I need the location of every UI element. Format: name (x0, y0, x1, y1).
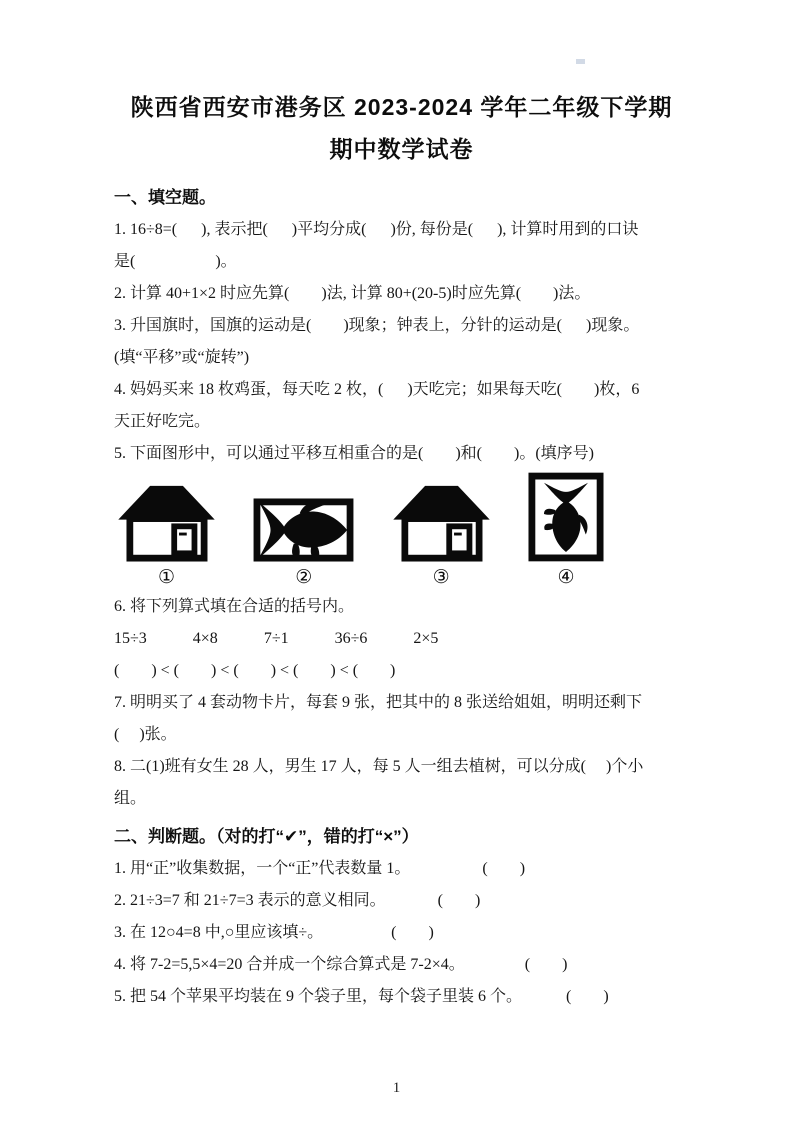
judge-q5: 5. 把 54 个苹果平均装在 9 个袋子里，每个袋子里装 6 个。 ( ) (114, 988, 609, 1005)
q6-expression-5: 2×5 (413, 630, 439, 647)
q6-expression-row (114, 623, 689, 655)
q5-figure-row (118, 476, 604, 588)
figure-1-label: ① (157, 566, 176, 588)
fill-q1-line-1: 1. 16÷8=( ), 表示把( )平均分成( )份, 每份是( ), 计算时用到的口诀 (114, 221, 639, 238)
house-icon (118, 481, 215, 562)
q6-expression-1: 15÷3 (114, 630, 147, 647)
judge-q3: 3. 在 12○4=8 中,○里应该填÷。 ( ) (114, 924, 434, 941)
figure-2-fish (253, 498, 354, 588)
section-fill-heading: 一、填空题。 (114, 188, 216, 207)
fill-q4-line-1: 4. 妈妈买来 18 枚鸡蛋，每天吃 2 枚，( )天吃完；如果每天吃( )枚，6 (114, 381, 640, 398)
q6-expression-4: 36÷6 (334, 630, 368, 647)
fill-q7-line-2: ( )张。 (114, 726, 177, 743)
judge-q1: 1. 用“正”收集数据，一个“正”代表数量 1。 ( ) (114, 860, 526, 877)
fill-q3-line-2: (填“平移”或“旋转”) (114, 349, 250, 366)
figure-2-label: ② (295, 566, 313, 588)
figure-4-label: ④ (557, 566, 575, 588)
section-judge-heading: 二、判断题。（对的打“✔”，错的打“×”） (114, 827, 419, 846)
q6-expression-3: 7÷1 (263, 630, 289, 647)
q6-compare-line: ( ) < ( ) < ( ) < ( ) < ( ) (114, 662, 396, 679)
scan-artifact (576, 59, 585, 64)
judge-q2: 2. 21÷3=7 和 21÷7=3 表示的意义相同。 ( ) (114, 892, 481, 909)
title-line-2: 期中数学试卷 (329, 136, 474, 162)
page-title (114, 86, 689, 170)
fill-q6-line-1: 6. 将下列算式填在合适的括号内。 (114, 598, 355, 615)
fill-q2: 2. 计算 40+1×2 时应先算( )法, 计算 80+(20-5)时应先算( )法。 (114, 285, 591, 302)
fish-icon (253, 498, 354, 562)
rotated-fish-icon (528, 472, 604, 562)
figure-4-rotated-fish (528, 472, 604, 588)
fill-q4-line-2: 天正好吃完。 (114, 413, 211, 430)
fill-q5: 5. 下面图形中，可以通过平移互相重合的是( )和( )。(填序号) (114, 445, 594, 462)
fill-q3-line-1: 3. 升国旗时，国旗的运动是( )现象；钟表上，分针的运动是( )现象。 (114, 317, 640, 334)
figure-1-house (118, 481, 215, 588)
fill-q8-line-2: 组。 (114, 790, 147, 807)
fill-q7-line-1: 7. 明明买了 4 套动物卡片，每套 9 张，把其中的 8 张送给姐姐，明明还剩下 (114, 694, 643, 711)
figure-3-house (393, 481, 490, 588)
figure-3-label: ③ (432, 566, 450, 588)
fill-q8-line-1: 8. 二(1)班有女生 28 人，男生 17 人，每 5 人一组去植树，可以分成( )个小 (114, 758, 644, 775)
judge-q4: 4. 将 7-2=5,5×4=20 合并成一个综合算式是 7-2×4。 ( ) (114, 956, 568, 973)
fill-q1-line-2: 是( )。 (114, 253, 237, 270)
house-icon (393, 481, 490, 562)
title-line-1: 陕西省西安市港务区 2023-2024 学年二年级下学期 (130, 94, 673, 120)
page-number: 1 (392, 1080, 401, 1096)
q6-expression-2: 4×8 (192, 630, 218, 647)
